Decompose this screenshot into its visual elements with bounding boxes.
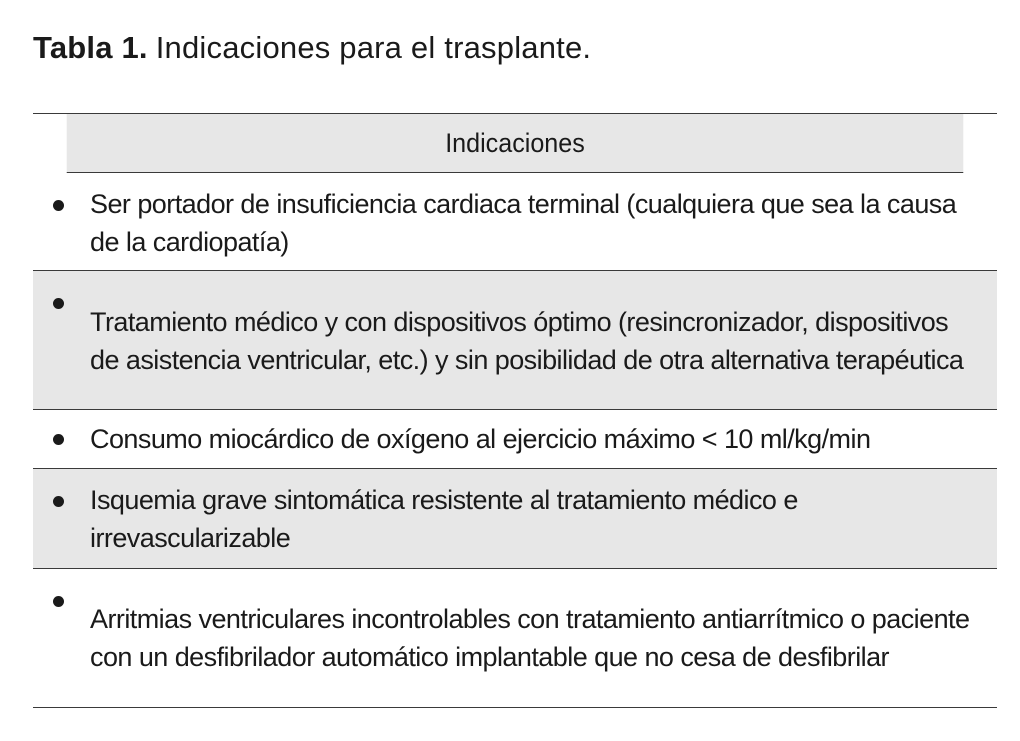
row-text: Consumo miocárdico de oxígeno al ejercicio máximo < 10 ml/kg/min bbox=[90, 424, 871, 454]
table-header: Indicaciones bbox=[67, 114, 964, 173]
row-text: Tratamiento médico y con dispositivos óptimo (resincronizador, dispositivos de asistencia ventricular, etc.) y sin posibilidad de otra alternativa terapéutica bbox=[90, 306, 964, 375]
bullet-icon bbox=[53, 298, 64, 309]
table-row bbox=[33, 410, 997, 469]
table-row bbox=[33, 173, 997, 271]
bullet-icon bbox=[53, 200, 64, 211]
table-row bbox=[33, 469, 997, 569]
table-caption bbox=[33, 28, 591, 68]
row-text: Arritmias ventriculares incontrolables con tratamiento antiarrítmico o paciente con un desfibrilador automático implantable que no cesa de desfibrilar bbox=[90, 604, 970, 672]
row-text: Ser portador de insuficiencia cardiaca terminal (cualquiera que sea la causa de la cardiopatía) bbox=[90, 188, 957, 257]
bullet-icon bbox=[53, 434, 64, 445]
bullet-icon bbox=[53, 496, 64, 507]
indications-table bbox=[33, 113, 997, 708]
row-text: Isquemia grave sintomática resistente al tratamiento médico e irrevascularizable bbox=[90, 484, 798, 553]
caption-text: Indicaciones para el trasplante. bbox=[155, 30, 592, 65]
bullet-icon bbox=[53, 596, 64, 607]
caption-label: Tabla 1. bbox=[33, 30, 148, 65]
table-row bbox=[33, 271, 997, 410]
table-row bbox=[33, 569, 997, 707]
